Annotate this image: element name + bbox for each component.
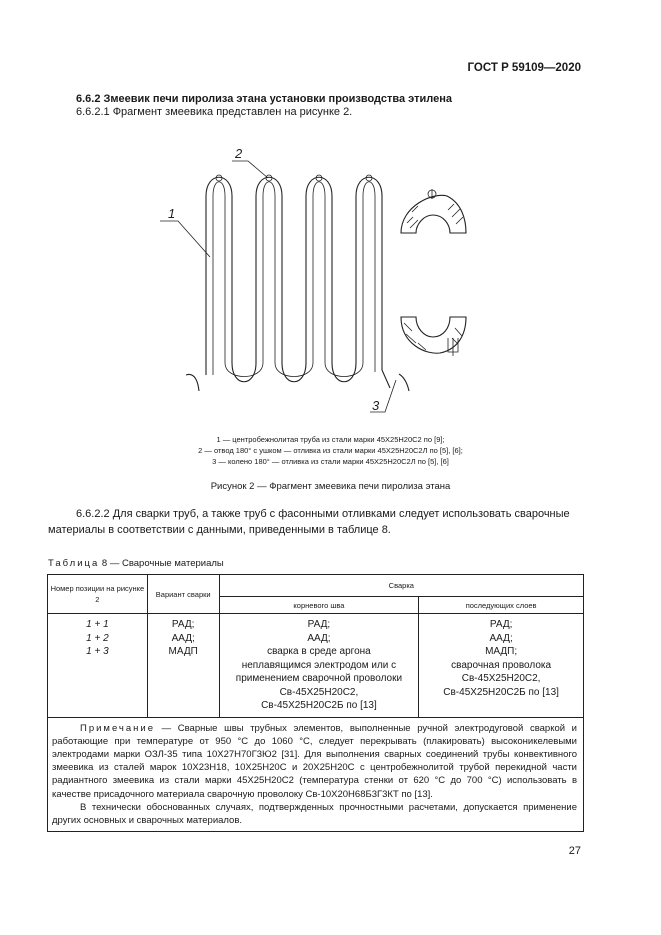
figure-label-2: 2 [235,146,243,161]
layers-line: Св-45Х25Н20С2Б по [13] [443,686,559,698]
paragraph-6-6-2-2: 6.6.2.2 Для сварки труб, а также труб с фасонными отливками следует использовать сварочные материалы в соответствии с данными, приведенными в таблице 8. [48,508,570,536]
legend-item-3: 3 — колено 180° — отливка из стали марки 45Х25Н20С2Л по [5], [6] [212,457,449,466]
layers-line: сварочная проволока [451,659,552,671]
root-line: Св-45Х25Н20С2Б по [13] [261,700,377,711]
table-caption-title: 8 — Сварочные материалы [101,558,224,569]
elbow-180-detail [401,317,466,356]
root-line: неплавящимся электродом или с [241,659,397,671]
leader-line-2 [232,161,268,178]
root-line: сварка в среде аргона [267,646,371,657]
header-root-seam: корневого шва [219,597,419,614]
bend-with-lug-detail [401,189,466,233]
variant-2: ААД; [171,632,195,644]
legend-item-1: 1 — центробежнолитая труба из стали марки 45Х25Н20С2 по [9]; [216,435,445,444]
paragraph-6-6-2-1: 6.6.2.1 Фрагмент змеевика представлен на рисунке 2. [76,106,353,118]
root-line: РАД; [307,619,331,630]
note-text: — Сварные швы трубных элементов, выполненные ручной электродуговой сваркой и работающие при температуре от 950 °С до 1060 °С, следует перекрывать (плакировать) высоконикелевыми электродами марки ОЗЛ-35 типа 10Х27Н70Г3Ю2 [31]. Для выполнения сварных соединений трубы конвективного змеевика из сталей марок 10Х23Н18, 10Х25Н20С и 20Х25Н20С с центробежнолитой трубой перекидной части радиантного змеевика из стали марки 45Х25Н20С2 (температура стенки от 620 °С до 700 °С) использовать в качестве присадочного материала сварочную проволоку Св-10Х20Н68Б3Г3КТ по [13]. [52,722,577,800]
table-caption-label: Таблица [48,558,100,569]
header-welding: Сварка [219,575,583,597]
note-label: Примечание [80,722,155,734]
layers-line: РАД; [489,619,513,630]
legend-item-2: 2 — отвод 180° с ушком — отливка из стали марки 45Х25Н20С2Л по [5], [6]; [198,446,463,455]
cell-positions [48,614,148,718]
variant-1: РАД; [171,619,195,630]
note-text-2: В технически обоснованных случаях, подтвержденных прочностными расчетами, допускается применение других основных и сварочных материалов. [52,801,577,826]
figure-label-3: 3 [372,398,380,413]
root-line: применением сварочной проволоки [235,673,403,684]
figure-legend [0,434,661,467]
root-line: Св-45Х25Н20С2, [279,686,359,698]
cell-root-seam [219,614,419,718]
coil-pipe [186,177,409,391]
welding-materials-table [47,574,584,832]
layers-line: ААД; [489,632,513,644]
table-caption [48,558,224,569]
figure-caption: Рисунок 2 — Фрагмент змеевика печи пиролиза этана [210,481,451,492]
table-note-row [48,717,584,832]
header-welding-variant: Вариант сварки [147,575,219,614]
variant-3: МАДП [168,646,198,657]
layers-line: МАДП; [485,646,518,657]
header-subsequent-layers: последующих слоев [419,597,584,614]
cell-subsequent-layers [419,614,584,718]
position-2: 1 + 2 [86,632,109,644]
coil-fragment-figure [0,140,661,425]
position-3: 1 + 3 [86,646,109,657]
section-heading: 6.6.2 Змеевик печи пиролиза этана установки производства этилена [76,93,452,105]
table-note [48,717,584,832]
standard-designation: ГОСТ Р 59109—2020 [467,62,581,74]
table-row [48,614,584,718]
position-1: 1 + 1 [86,619,109,630]
root-line: ААД; [307,632,331,644]
cell-variants [147,614,219,718]
coil-pipe-inner [213,182,375,377]
layers-line: Св-45Х25Н20С2, [461,673,541,684]
page-number: 27 [568,845,581,857]
figure-label-1: 1 [168,206,176,221]
leader-line-1 [160,221,210,257]
header-position: Номер позиции на рисунке 2 [48,575,148,614]
